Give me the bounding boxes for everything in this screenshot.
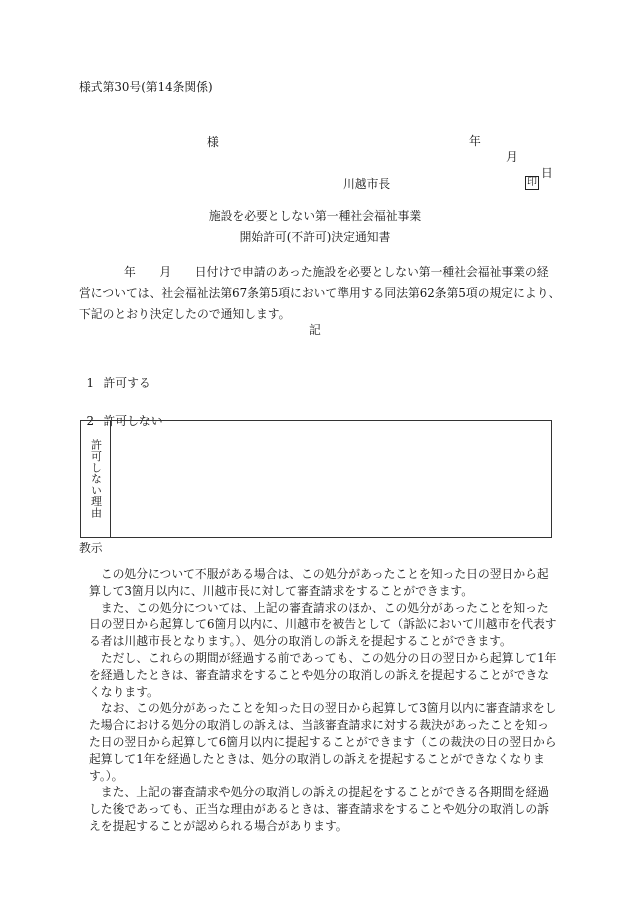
- instructions-paragraph: [89, 566, 559, 600]
- option-label: 許可する: [103, 376, 151, 390]
- instructions-line: くなります。: [89, 684, 159, 699]
- instructions-body: [89, 566, 559, 835]
- instructions-line: を経過したときは、審査請求をすることや処分の取消しの訴えを提起することができな: [89, 667, 550, 682]
- notice-body-line: 下記のとおり決定したので通知します。: [79, 307, 291, 321]
- date-year-label: 年: [469, 134, 481, 148]
- denial-reason-label: 許可しない理由: [89, 439, 103, 519]
- denial-reason-content-cell: [111, 421, 551, 537]
- seal-stamp-box: 印: [527, 177, 537, 188]
- date-month-label: 月: [506, 150, 518, 164]
- instructions-line: す。）。: [89, 768, 124, 783]
- addressee-honorific: 様: [207, 135, 219, 149]
- instructions-line: また、この処分については、上記の審査請求のほか、この処分があったことを知った: [100, 600, 549, 615]
- notice-body-line: 営については、社会福祉法第67条第5項において準用する同法第62条第5項の規定により、: [79, 286, 561, 300]
- ki-heading: 記: [309, 323, 321, 337]
- instructions-line: 日の翌日から起算して6箇月以内に、川越市を被告として（訴訟において川越市を代表す: [89, 617, 557, 632]
- instructions-paragraph: [89, 650, 559, 700]
- instructions-paragraph: [89, 700, 559, 784]
- denial-reason-label-cell: [81, 421, 111, 537]
- instructions-line: なお、この処分があったことを知った日の翌日から起算して3箇月以内に審査請求をし: [100, 701, 557, 716]
- instructions-line: た日の翌日から起算して6箇月以内に提起することができます（この裁決の日の翌日から: [89, 734, 557, 749]
- date-day-label: 日: [541, 166, 553, 180]
- instructions-paragraph: [89, 600, 559, 650]
- document-title-line-1: 施設を必要としない第一種社会福祉事業: [208, 209, 422, 223]
- instructions-paragraph: [89, 784, 559, 834]
- instructions-line: る者は川越市長となります。）、処分の取消しの訴えを提起することができます。: [89, 634, 512, 649]
- instructions-heading: 教示: [79, 541, 103, 555]
- instructions-line: また、上記の審査請求や処分の取消しの訴えの提起をすることができる各期間を経過: [100, 785, 550, 800]
- instructions-line: 算して3箇月以内に、川越市長に対して審査請求をすることができます。: [89, 583, 474, 598]
- form-number: 様式第30号(第14条関係): [79, 80, 213, 94]
- notice-body-line: 年 月 日付けで申請のあった施設を必要としない第一種社会福祉事業の経: [124, 265, 549, 279]
- option-label: 許可しない: [103, 414, 163, 428]
- instructions-line: えを提起することが認められる場合があります。: [89, 818, 348, 833]
- instructions-line: この処分について不服がある場合は、この処分があったことを知った日の翌日から起: [100, 567, 549, 581]
- instructions-line: した後であっても、正当な理由があるときは、審査請求をすることや処分の取消しの訴: [89, 802, 549, 817]
- document-title-line-2: 開始許可(不許可)決定通知書: [239, 230, 391, 244]
- denial-reason-table: [80, 420, 552, 538]
- issuer-name: 川越市長: [343, 177, 391, 191]
- date-line: [469, 117, 553, 180]
- instructions-line: ただし、これらの期間が経過する前であっても、この処分の日の翌日から起算して1年: [100, 650, 557, 665]
- option-number: 1: [86, 376, 95, 390]
- option-number: 2: [86, 414, 95, 428]
- decision-option-permit: [79, 359, 151, 391]
- instructions-line: 起算して1年を経過したときは、処分の取消しの訴えを提起することができなくなりま: [89, 751, 545, 766]
- instructions-line: た場合における処分の取消しの訴えは、当該審査請求に対する裁決があったことを知っ: [89, 718, 549, 733]
